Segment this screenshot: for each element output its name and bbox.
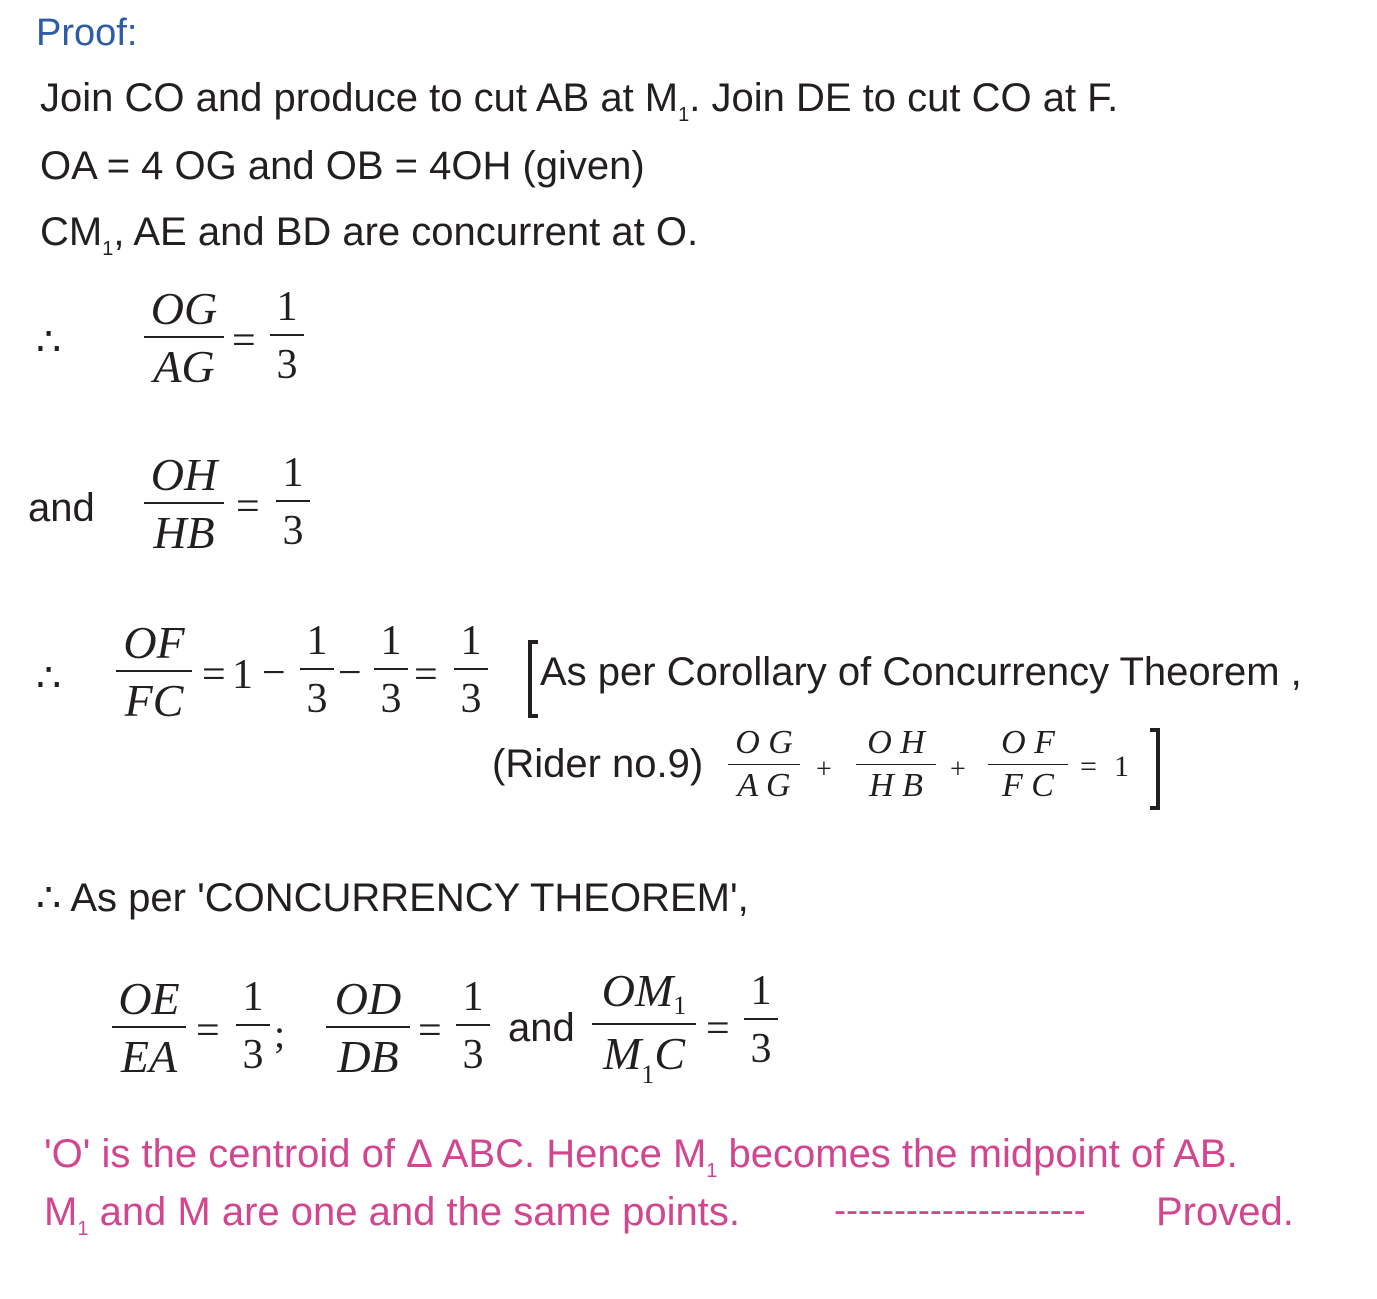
- equals-sign: =: [1080, 750, 1097, 783]
- numerator: OH: [150, 449, 218, 500]
- fraction-bar: [456, 1024, 490, 1026]
- fraction-one-third: [236, 976, 270, 1076]
- line-text: M: [44, 1190, 78, 1234]
- denominator: 3: [242, 1032, 264, 1078]
- and-label: and: [508, 1006, 575, 1050]
- fraction-bar: [326, 1026, 410, 1028]
- subscript: 1: [77, 1218, 89, 1240]
- subscript: 1: [102, 238, 114, 260]
- minus-sign: −: [338, 650, 362, 696]
- one-digit: 1: [232, 652, 253, 698]
- plus-sign: +: [816, 754, 832, 785]
- denominator: HB: [153, 507, 215, 558]
- fraction-bar: [270, 334, 304, 336]
- proved-label: Proved.: [1156, 1190, 1294, 1234]
- denominator: 3: [282, 508, 304, 554]
- numerator: 1: [242, 974, 264, 1020]
- numerator: 1: [276, 284, 298, 330]
- subscript: 1: [678, 104, 690, 126]
- fraction-one-third: [300, 620, 334, 720]
- fraction-of-fc: [116, 617, 192, 726]
- therefore-symbol: ∴: [36, 319, 62, 365]
- numerator: 1: [462, 974, 484, 1020]
- line-text: and M are one and the same points.: [88, 1190, 740, 1234]
- dash-leader: ---------------------: [834, 1189, 1086, 1230]
- concurrency-line: [36, 875, 749, 921]
- denominator: AG: [153, 341, 215, 392]
- denominator: FC: [124, 675, 184, 726]
- fraction-om1-m1c: [592, 965, 696, 1089]
- fraction-bar: [454, 668, 488, 670]
- numerator: 1: [282, 450, 304, 496]
- minus-sign: −: [262, 650, 286, 696]
- numerator: 1: [306, 618, 328, 664]
- numerator: OE: [118, 973, 180, 1024]
- fraction-oe-ea: [112, 973, 186, 1082]
- numerator: O H: [867, 724, 925, 761]
- rider-label: (Rider no.9): [492, 742, 704, 786]
- fraction-og-ag-small: [728, 726, 800, 803]
- numerator: OD: [334, 973, 402, 1024]
- numerator: [592, 965, 696, 1020]
- fraction-bar: [112, 1026, 186, 1028]
- numerator-text: OM: [601, 965, 674, 1016]
- subscript: 1: [641, 1060, 655, 1089]
- equals-sign: =: [202, 652, 226, 698]
- numerator: 1: [460, 618, 482, 664]
- line-text: Join CO and produce to cut AB at M: [40, 76, 679, 120]
- fraction-og-ag: [144, 283, 224, 392]
- denominator: 3: [306, 676, 328, 722]
- fraction-bar: [116, 670, 192, 672]
- fraction-bar: [300, 668, 334, 670]
- fraction-one-third: [456, 976, 490, 1076]
- fraction-one-third: [454, 620, 488, 720]
- numerator: 1: [380, 618, 402, 664]
- fraction-oh-hb-small: [856, 726, 936, 803]
- plus-sign: +: [950, 754, 966, 785]
- denominator: 3: [460, 676, 482, 722]
- denominator: F C: [1002, 767, 1054, 804]
- line-text: , AE and BD are concurrent at O.: [113, 210, 699, 254]
- fraction-bar: [276, 500, 310, 502]
- fraction-bar: [728, 764, 800, 765]
- numerator: O G: [735, 724, 793, 761]
- line-text: CM: [40, 210, 103, 254]
- line-text: As per 'CONCURRENCY THEOREM',: [70, 876, 749, 920]
- fraction-bar: [374, 668, 408, 670]
- equals-sign: =: [414, 652, 438, 698]
- denominator: H B: [869, 767, 923, 804]
- equals-sign: =: [236, 484, 260, 530]
- equals-sign: =: [706, 1006, 730, 1052]
- numerator: OF: [123, 617, 185, 668]
- semicolon: ;: [274, 1011, 286, 1056]
- proof-line-3: [40, 212, 698, 259]
- corollary-note: As per Corollary of Concurrency Theorem ,: [540, 650, 1302, 694]
- proof-line-2: OA = 4 OG and OB = 4OH (given): [40, 144, 645, 188]
- denominator: 3: [750, 1026, 772, 1072]
- rhs-one: 1: [1114, 750, 1129, 783]
- equals-sign: =: [232, 318, 256, 364]
- fraction-of-fc-small: [988, 726, 1068, 803]
- fraction-bar: [144, 502, 224, 504]
- fraction-bar: [236, 1024, 270, 1026]
- fraction-bar: [988, 764, 1068, 765]
- fraction-od-db: [326, 973, 410, 1082]
- denominator-text: C: [654, 1028, 685, 1079]
- proof-heading: Proof:: [36, 12, 138, 54]
- equals-sign: =: [418, 1008, 442, 1054]
- fraction-one-third: [374, 620, 408, 720]
- proof-line-1: [40, 78, 1118, 125]
- and-label: and: [28, 486, 95, 530]
- fraction-one-third: [276, 452, 310, 552]
- numerator: O F: [1001, 724, 1055, 761]
- conclusion-line-1: [44, 1134, 1238, 1181]
- denominator-text: M: [602, 1028, 642, 1079]
- therefore-symbol: ∴: [36, 655, 62, 701]
- right-bracket-icon: [1150, 728, 1160, 810]
- line-text: becomes the midpoint of AB.: [717, 1132, 1238, 1176]
- fraction-bar: [592, 1023, 696, 1025]
- numerator: 1: [750, 968, 772, 1014]
- left-bracket-icon: [528, 640, 538, 718]
- denominator: 3: [380, 676, 402, 722]
- denominator: 3: [276, 342, 298, 388]
- fraction-oh-hb: [144, 449, 224, 558]
- subscript: 1: [706, 1160, 718, 1182]
- line-text: . Join DE to cut CO at F.: [689, 76, 1119, 120]
- fraction-bar: [144, 336, 224, 338]
- denominator: 3: [462, 1032, 484, 1078]
- denominator: [592, 1028, 696, 1089]
- equals-sign: =: [196, 1008, 220, 1054]
- therefore-symbol: ∴: [36, 875, 62, 921]
- denominator: EA: [120, 1031, 178, 1082]
- fraction-one-third: [270, 286, 304, 386]
- numerator: OG: [150, 283, 218, 334]
- fraction-bar: [856, 764, 936, 765]
- denominator: A G: [737, 767, 791, 804]
- line-text: 'O' is the centroid of Δ ABC. Hence M: [44, 1132, 707, 1176]
- fraction-one-third: [744, 970, 778, 1070]
- denominator: DB: [337, 1031, 399, 1082]
- fraction-bar: [744, 1018, 778, 1020]
- conclusion-line-2: [44, 1192, 740, 1239]
- subscript: 1: [673, 991, 687, 1020]
